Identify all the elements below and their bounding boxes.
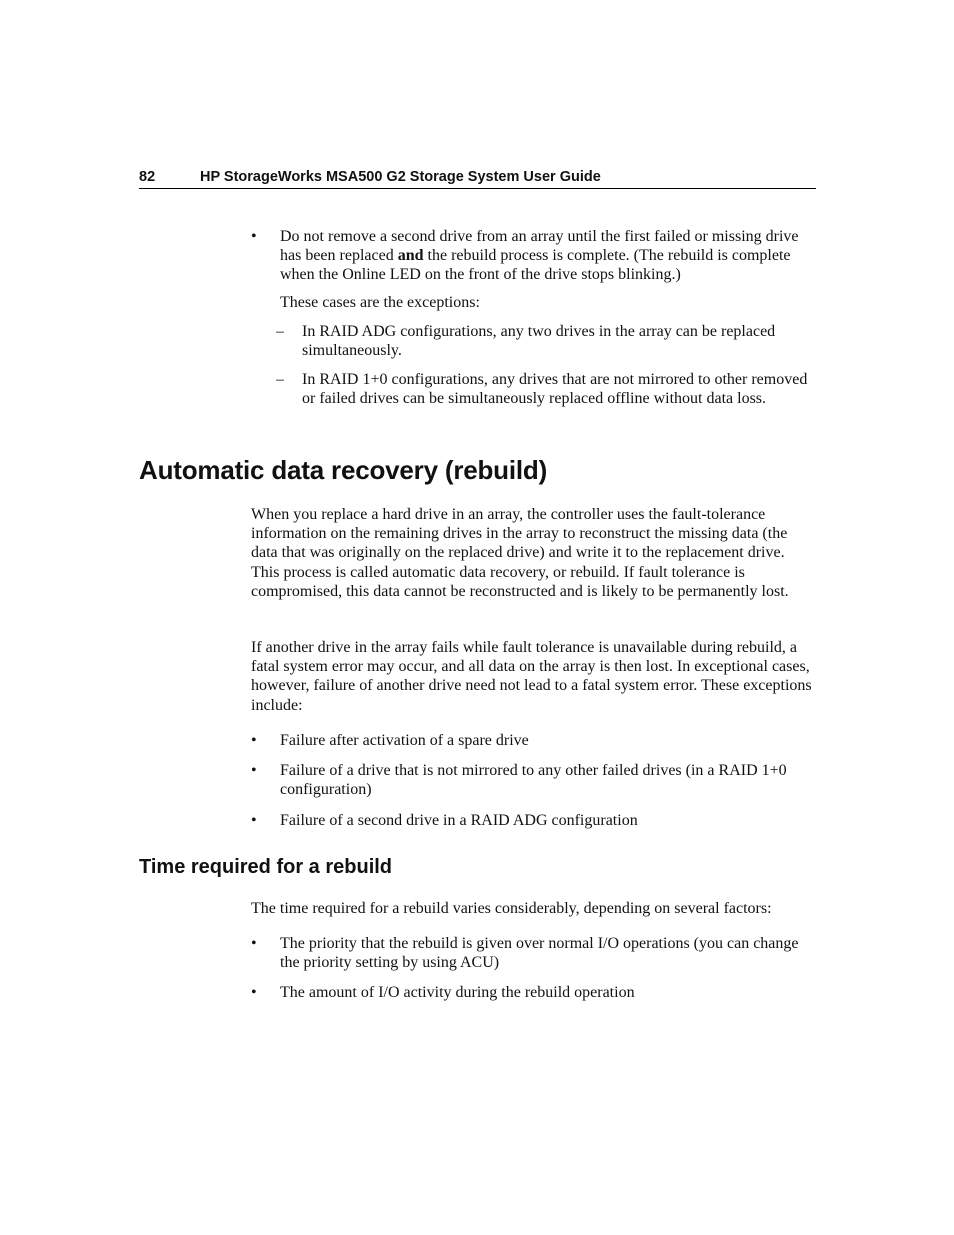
dash-icon: – bbox=[276, 322, 284, 340]
bullet-icon: • bbox=[251, 811, 257, 829]
bold-and: and bbox=[397, 247, 424, 265]
list-item bbox=[251, 934, 816, 972]
page-number: 82 bbox=[139, 169, 156, 185]
bullet-text: Failure of a second drive in a RAID ADG configuration bbox=[280, 811, 638, 829]
dash-item-text: In RAID ADG configurations, any two drives in the array can be replaced simultaneously. bbox=[302, 322, 776, 360]
exceptions-intro: These cases are the exceptions: bbox=[280, 293, 480, 311]
list-item bbox=[251, 761, 816, 799]
list-item bbox=[251, 983, 816, 1002]
section1-bullet-list bbox=[251, 731, 816, 830]
bullet-text: Failure after activation of a spare drive bbox=[280, 732, 529, 749]
bullet-text: The priority that the rebuild is given over normal I/O operations (you can change the priority setting by using ACU) bbox=[280, 935, 799, 972]
section-heading-time-required: Time required for a rebuild bbox=[139, 856, 393, 878]
section1-paragraph-2: If another drive in the array fails while fault tolerance is unavailable during rebuild, a fatal system error may occur, and all data on the array is then lost. In exceptional cases, however, failure of another drive need not lead to a fatal system error. These exceptions include: bbox=[251, 639, 812, 714]
bullet-text-end: the rebuild process is complete. (The rebuild is complete when the Online LED on the front of the drive stops blinking.) bbox=[280, 247, 791, 284]
running-header bbox=[139, 169, 816, 189]
list-item bbox=[251, 227, 816, 285]
list-item bbox=[251, 731, 816, 750]
bullet-text-start: Do not remove a second drive from an array until the first failed or missing drive has been replaced bbox=[280, 228, 799, 265]
section2-bullet-list bbox=[251, 934, 816, 1003]
list-item bbox=[251, 370, 816, 408]
bullet-icon: • bbox=[251, 228, 257, 245]
bullet-text: The amount of I/O activity during the rebuild operation bbox=[280, 984, 635, 1002]
bullet-icon: • bbox=[251, 984, 257, 1002]
section1-paragraph-1: When you replace a hard drive in an array, the controller uses the fault-tolerance information on the remaining drives in the array to reconstruct the missing data (the data that was originally on the replaced drive) and write it to the replacement drive. This process is called automatic data recovery, or rebuild. If fault tolerance is compromised, this data cannot be reconstructed and is likely to be permanently lost. bbox=[251, 506, 789, 600]
bullet-icon: • bbox=[251, 732, 257, 749]
bullet-icon: • bbox=[251, 762, 257, 780]
section-heading-automatic-data-recovery: Automatic data recovery (rebuild) bbox=[139, 455, 548, 485]
bullet-text: Failure of a drive that is not mirrored to any other failed drives (in a RAID 1+0 configuration) bbox=[280, 762, 787, 799]
dash-icon: – bbox=[276, 371, 284, 389]
list-item bbox=[251, 811, 816, 830]
dash-item-text: In RAID 1+0 configurations, any drives that are not mirrored to other removed or failed drives can be simultaneously replaced offline without data loss. bbox=[302, 371, 808, 408]
intro-bullet-list bbox=[251, 227, 816, 409]
bullet-icon: • bbox=[251, 935, 257, 952]
header-title: HP StorageWorks MSA500 G2 Storage System User Guide bbox=[200, 169, 601, 185]
list-item bbox=[251, 322, 816, 360]
section2-paragraph-1: The time required for a rebuild varies considerably, depending on several factors: bbox=[251, 900, 772, 917]
